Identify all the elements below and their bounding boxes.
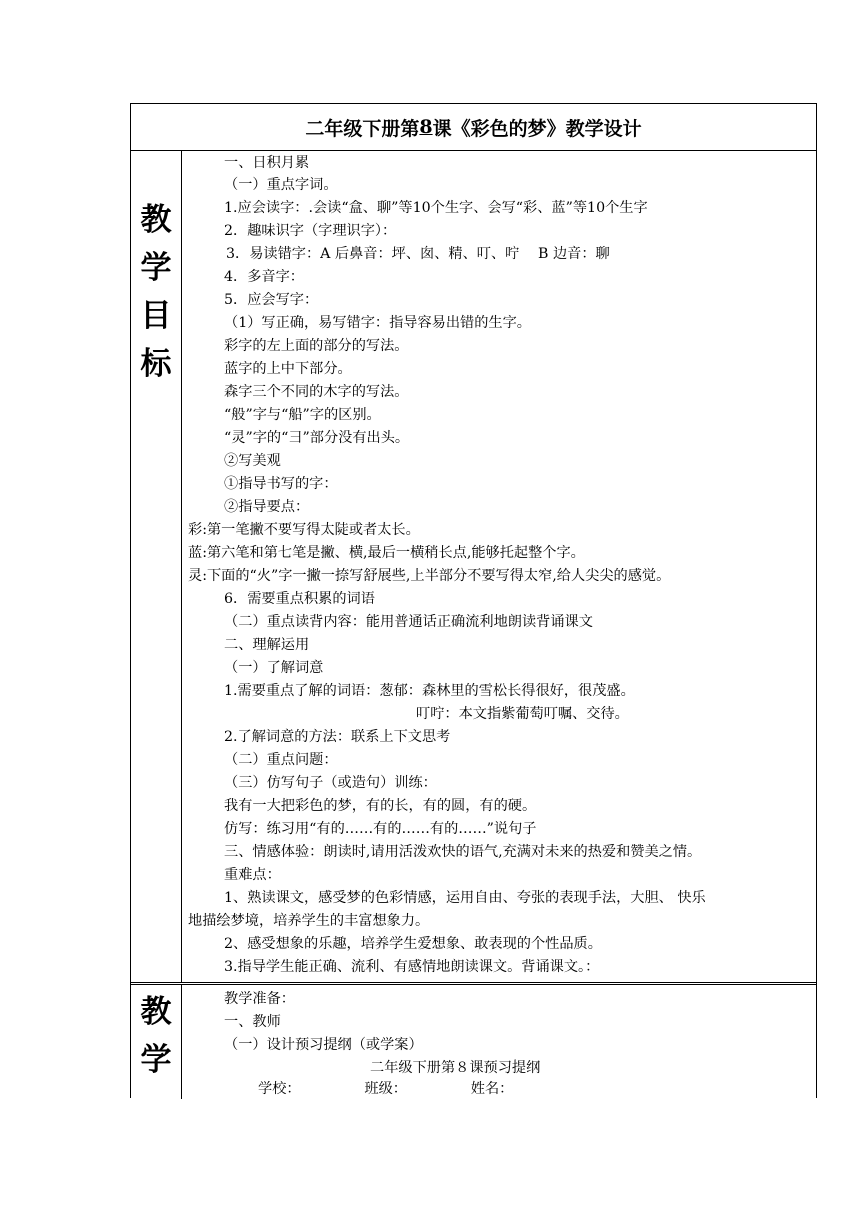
text-line: 学校： 班级： 姓名： (258, 1081, 514, 1097)
text-line: ②写美观 (224, 453, 281, 469)
text-line: 教学准备： (224, 991, 295, 1007)
text-line: 彩字的左上面的部分的写法。 (224, 338, 409, 354)
text-line: 二年级下册第８课预习提纲 (370, 1060, 541, 1076)
text-line: 2．趣味识字（字理识字）： (224, 223, 397, 239)
text-line: 蓝字的上中下部分。 (224, 361, 352, 377)
label-char: 学 (140, 250, 172, 286)
teaching-prep-content (183, 984, 816, 1099)
text-line: （一）设计预习提纲（或学案） (224, 1037, 423, 1053)
text-line: （1）写正确，易写错字：指导容易出错的生字。 (224, 315, 531, 331)
text-line: 3.指导学生能正确、流利、有感情地朗读课文。背诵课文。： (224, 959, 600, 975)
title-lesson-number: 8 (419, 116, 433, 138)
text-line: 仿写：练习用“有的……有的……有的……”说句子 (224, 821, 537, 837)
text-line: 叮咛：本文指紫葡萄叮嘱、交待。 (416, 706, 629, 722)
text-line: 1、熟读课文，感受梦的色彩情感，运用自由、夸张的表现手法，大胆、 快乐 (224, 890, 706, 906)
text-line: 二、理解运用 (224, 637, 310, 653)
lesson-plan-table (130, 103, 817, 1098)
title-suffix: 课《彩色的梦》教学设计 (432, 117, 642, 140)
teaching-prep-label (131, 988, 181, 1084)
text-line: 2、感受想象的乐趣，培养学生爱想象、敢表现的个性品质。 (224, 936, 602, 952)
text-line: 彩:第一笔撇不要写得太陡或者太长。 (188, 522, 420, 538)
row-divider (131, 150, 816, 151)
text-line: 3．易读错字：A 后鼻音：坪、囱、精、叮、咛 B 边音：聊 (226, 246, 610, 262)
text-line: 一、教师 (224, 1014, 281, 1030)
label-char: 教 (140, 202, 172, 238)
text-line: 蓝:第六笔和第七笔是撇、横,最后一横稍长点,能够托起整个字。 (188, 545, 585, 561)
text-line: 灵:下面的“火”字一撇一捺写舒展些,上半部分不要写得太窄,给人尖尖的感觉。 (188, 568, 671, 584)
text-line: 重难点： (224, 867, 281, 883)
text-line: 5．应会写字： (224, 292, 319, 308)
text-line: （三）仿写句子（或造句）训练： (224, 775, 437, 791)
text-line: （一）了解词意 (224, 660, 324, 676)
label-char: 学 (140, 1042, 172, 1078)
text-line: 地描绘梦境，培养学生的丰富想象力。 (188, 913, 430, 929)
row-divider (131, 982, 816, 983)
text-line: ②指导要点： (224, 499, 310, 515)
text-line: “般”字与“船”字的区别。 (224, 407, 381, 423)
text-line: 一、日积月累 (224, 155, 310, 171)
text-line: （二）重点问题： (224, 752, 338, 768)
column-divider (181, 150, 182, 982)
text-line: 6．需要重点积累的词语 (224, 591, 375, 607)
text-line: “灵”字的“彐”部分没有出头。 (224, 430, 410, 446)
text-line: 三、情感体验：朗读时,请用活泼欢快的语气,充满对未来的热爱和赞美之情。 (224, 844, 702, 860)
teaching-goals-content (183, 152, 816, 982)
text-line: 4．多音字： (224, 269, 304, 285)
text-line: ①指导书写的字： (224, 476, 338, 492)
column-divider (181, 984, 182, 1099)
label-char: 教 (140, 994, 172, 1030)
text-line: （二）重点读背内容：能用普通话正确流利地朗读背诵课文 (224, 614, 593, 630)
text-line: 森字三个不同的木字的写法。 (224, 384, 409, 400)
text-line: 1.应会读字：.会读“盒、聊”等10个生字、会写“彩、蓝”等10个生字 (224, 200, 648, 216)
text-line: （一）重点字词。 (224, 177, 338, 193)
teaching-goals-label (131, 196, 181, 388)
label-char: 目 (140, 298, 172, 334)
title-prefix: 二年级下册第 (305, 117, 420, 140)
text-line: 1.需要重点了解的词语：葱郁：森林里的雪松长得很好，很茂盛。 (224, 683, 635, 699)
text-line: 2.了解词意的方法：联系上下文思考 (224, 729, 451, 745)
label-char: 标 (140, 346, 172, 382)
document-title (131, 104, 816, 150)
text-line: 我有一大把彩色的梦，有的长，有的圆，有的硬。 (224, 798, 537, 814)
